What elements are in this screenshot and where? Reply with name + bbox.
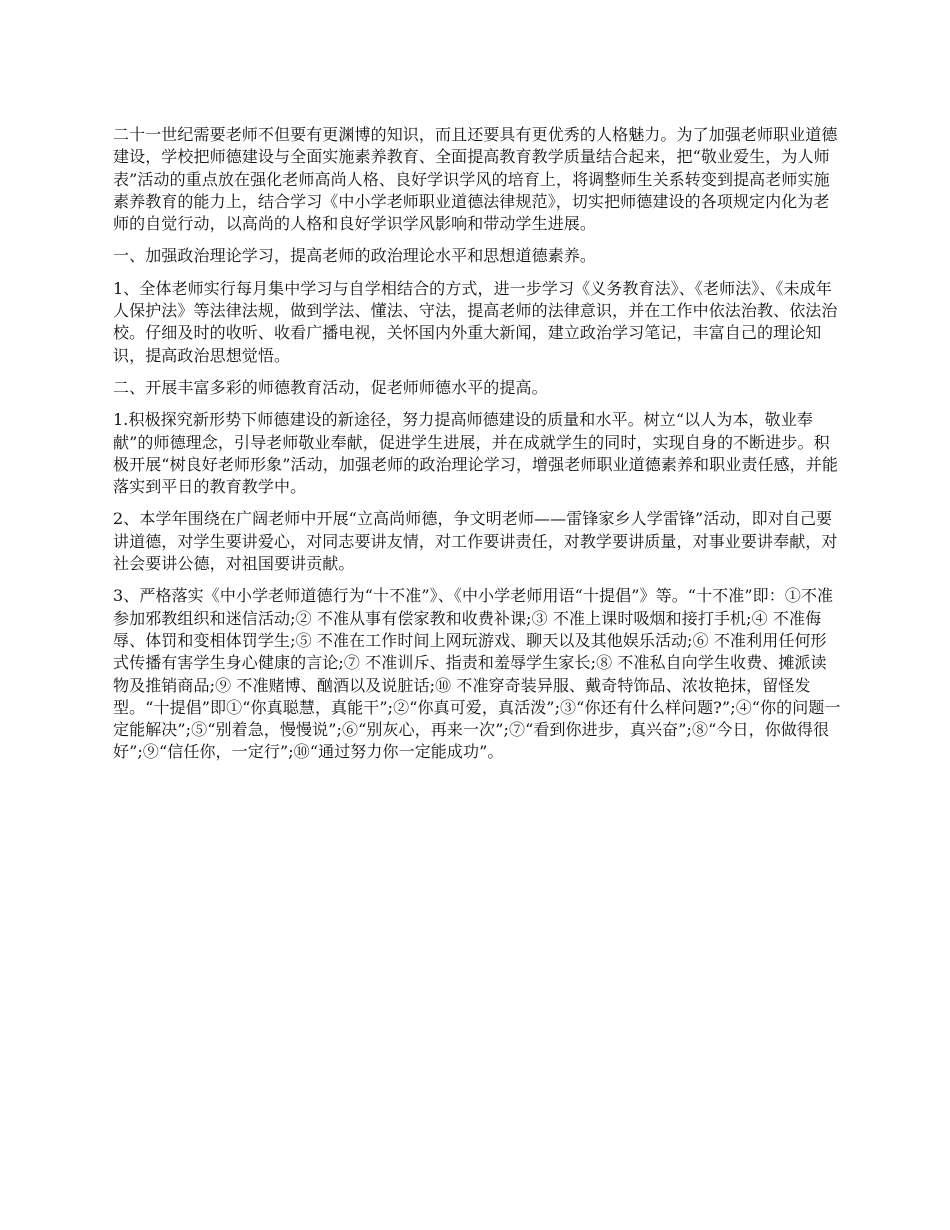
intro-paragraph: 二十一世纪需要老师不但要有更渊博的知识，而且还要具有更优秀的人格魅力。为了加强老师职业道德建设，学校把师德建设与全面实施素养教育、全面提高教育教学质量结合起来，把“敬业爱生，为人师表”活动的重点放在强化老师高尚人格、良好学识学风的培育上，将调整师生关系转变到提高老师实施素养教育的能力上，结合学习《中小学老师职业道德法律规范》，切实把师德建设的各项规定内化为老师的自觉行动，以高尚的人格和良好学识学风影响和带动学生进展。 [113, 125, 838, 234]
section-heading-1: 一、加强政治理论学习，提高老师的政治理论水平和思想道德素养。 [113, 246, 597, 266]
section-2-item-3: 3、严格落实《中小学老师道德行为“十不准”》、《中小学老师用语“十提倡”》等。“十不准”即：①不准参加邪教组织和迷信活动;② 不准从事有偿家教和收费补课;③ 不准上课时吸烟和接打手机;④ 不准侮辱、体罚和变相体罚学生;⑤ 不准在工作时间上网玩游戏、聊天以及其他娱乐活动;⑥ 不准利用任何形式传播有害学生身心健康的言论;⑦ 不准训斥、指责和羞辱学生家长;⑧ 不准私自向学生收费、摊派读物及推销商品;⑨ 不准赌博、酗酒以及说脏话;⑩ 不准穿奇装异服、戴奇特饰品、浓妆艳抹，留怪发型。“十提倡”即①“你真聪慧，真能干”;②“你真可爱，真活泼”;③“你还有什么样问题?”;④“你的问题一定能解决”;⑤“别着急，慢慢说”;⑥“别灰心，再来一次”;⑦“看到你进步，真兴奋”;⑧“今日，你做得很好”;⑨“信任你，一定行”;⑩“通过努力你一定能成功”。 [113, 586, 841, 762]
section-1-item-1: 1、全体老师实行每月集中学习与自学相结合的方式，进一步学习《义务教育法》、《老师法》、《未成年人保护法》等法律法规，做到学法、懂法、守法，提高老师的法律意识，并在工作中依法治教、依法治校。仔细及时的收听、收看广播电视，关怀国内外重大新闻，建立政治学习笔记，丰富自己的理论知识，提高政治思想觉悟。 [113, 278, 838, 365]
section-2-item-2: 2、本学年围绕在广阔老师中开展“立高尚师德，争文明老师——雷锋家乡人学雷锋”活动，即对自己要讲道德，对学生要讲爱心，对同志要讲友情，对工作要讲责任，对教学要讲质量，对事业要讲奉献，对社会要讲公德，对祖国要讲贡献。 [113, 509, 838, 574]
section-2-item-1: 1.积极探究新形势下师德建设的新途径，努力提高师德建设的质量和水平。树立“以人为本，敬业奉献”的师德理念，引导老师敬业奉献，促进学生进展，并在成就学生的同时，实现自身的不断进步。积极开展“树良好老师形象”活动，加强老师的政治理论学习，增强老师职业道德素养和职业责任感，并能落实到平日的教育教学中。 [113, 410, 838, 497]
document-body [113, 124, 841, 774]
section-heading-2: 二、开展丰富多彩的师德教育活动，促老师师德水平的提高。 [113, 377, 548, 397]
